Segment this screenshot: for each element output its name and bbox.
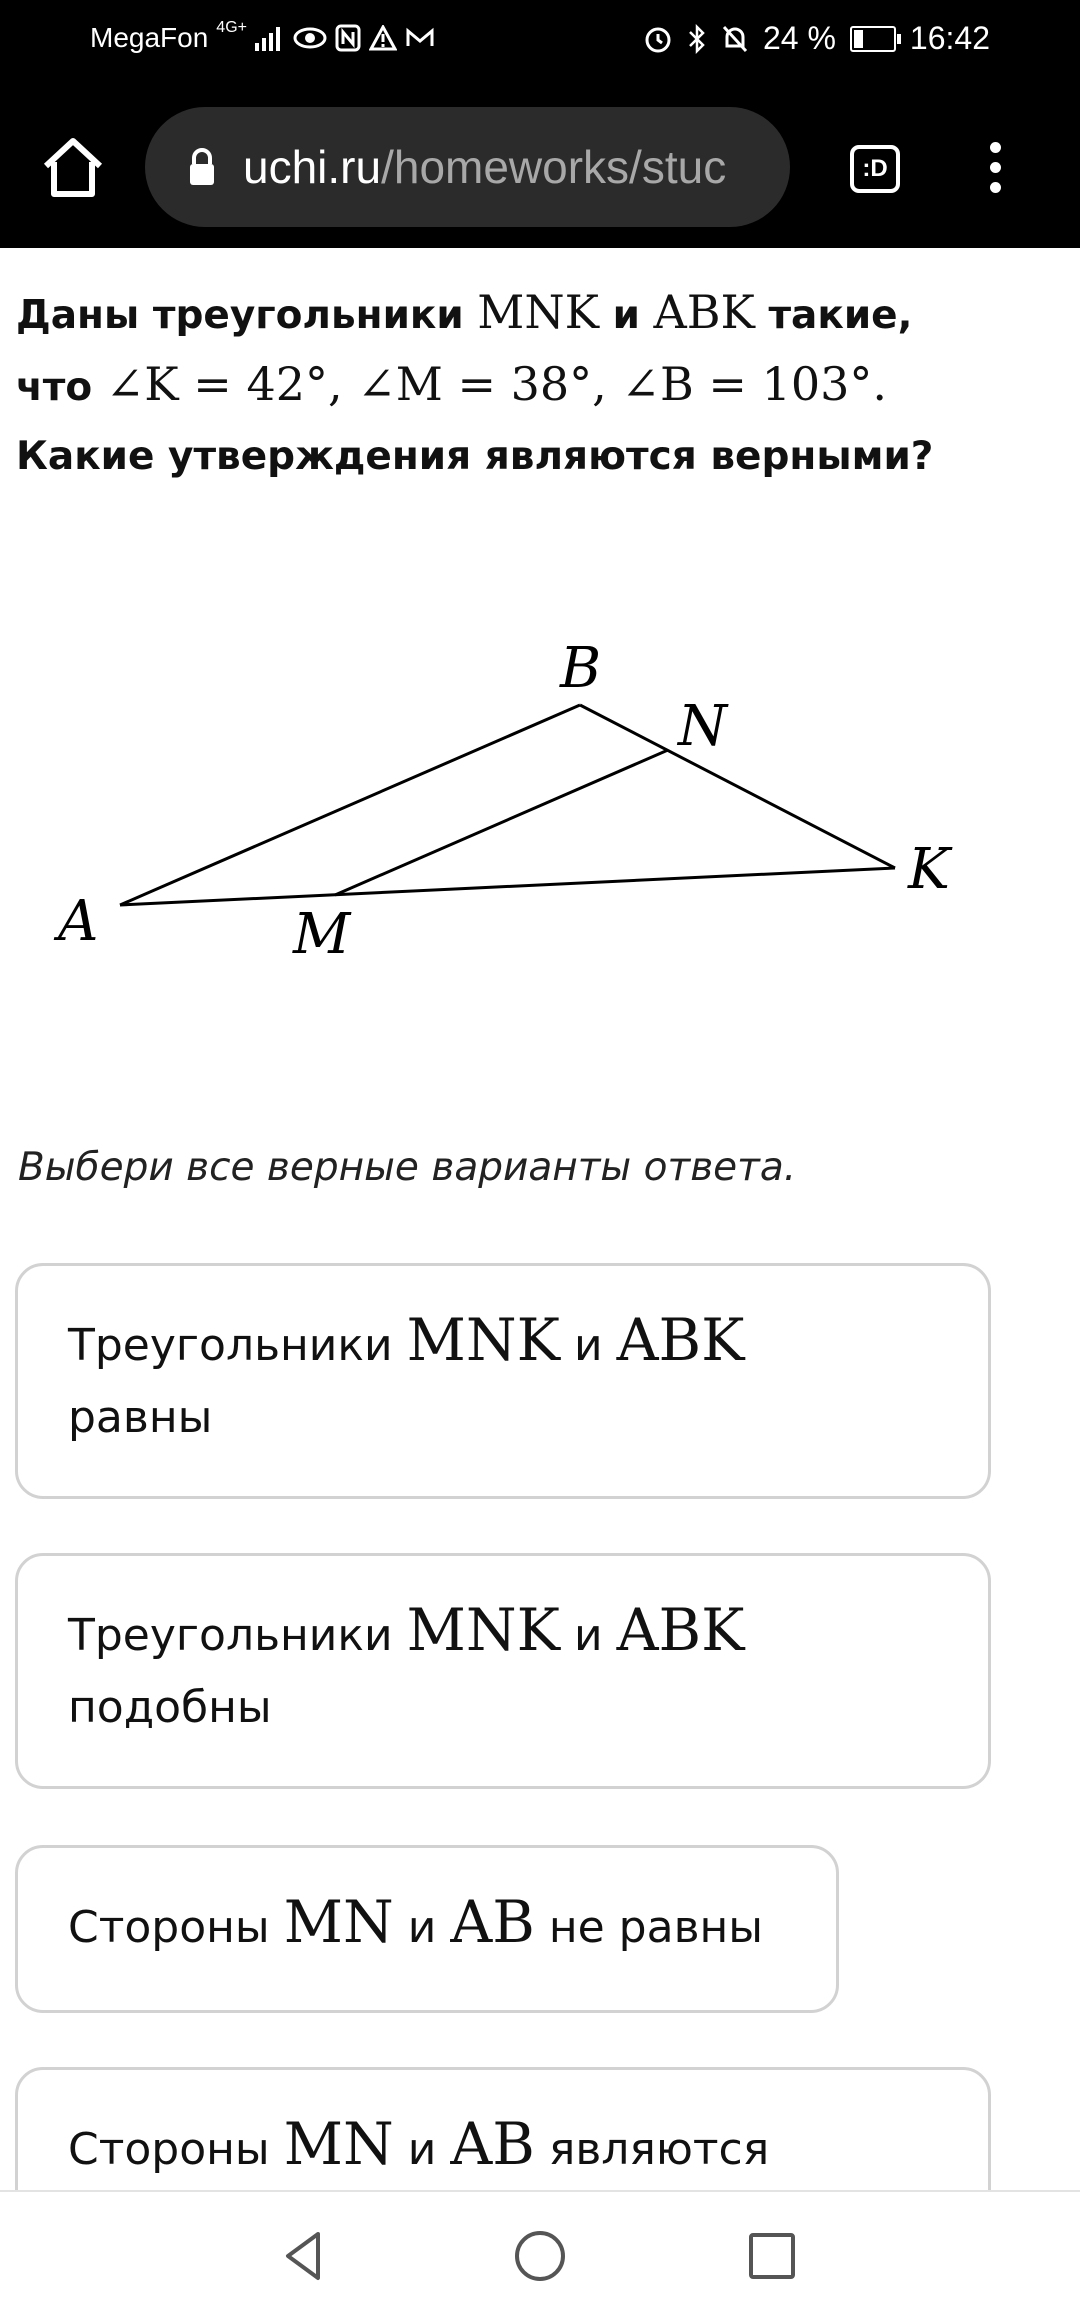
label-b: B [560,636,602,701]
url-path: /homeworks/stuc [381,141,727,193]
question-text-part: Даны треугольники [16,293,478,338]
segment-bk [580,705,895,868]
math-triangle-mnk: MNK [477,285,599,339]
navigation-bar [0,2190,1080,2314]
question-text [16,278,1056,491]
status-bar [0,0,1080,82]
label-m: M [293,902,351,967]
browser-toolbar [0,82,1080,248]
triangle-figure [40,620,1000,1000]
option-text: не равны [534,1902,764,1953]
segment-mn [335,750,668,895]
clock: 16:42 [909,20,990,56]
option-math: ABK [616,1596,745,1664]
network-type: 4G+ [216,19,247,36]
status-left [90,19,435,54]
math-triangle-abk: ABK [653,285,755,339]
lock-icon [187,147,217,187]
home-circle-icon[interactable] [512,2228,568,2284]
nfc-icon [335,24,361,52]
mute-bell-icon [721,24,749,54]
more-menu-icon[interactable] [980,142,1010,202]
battery-fill [854,30,863,48]
answer-option-2[interactable] [15,1553,991,1789]
segment-ab [120,705,580,905]
option-text: и [393,1902,451,1953]
option-text: Треугольники [68,1610,407,1661]
warning-icon [369,25,397,51]
question-text-part: и [599,293,654,338]
tab-switcher-button[interactable]: :D [850,145,900,193]
carrier-label: MegaFon [90,22,209,53]
home-icon[interactable] [38,132,108,202]
option-math: AB [450,2110,535,2178]
question-text-part: такие, [754,293,913,338]
question-line-3: Какие утверждения являются верными? [16,434,934,479]
option-text: и [393,2124,451,2175]
option-text: подобны [68,1682,272,1733]
option-math: MNK [406,1596,560,1664]
option-text: являются [534,2124,770,2175]
bluetooth-icon [687,24,707,54]
instruction-text: Выбери все верные варианты ответа. [18,1145,797,1190]
option-text: Треугольники [68,1320,407,1371]
answer-option-3[interactable] [15,1845,839,2013]
eye-icon [293,26,327,50]
answer-option-1[interactable] [15,1263,991,1499]
segment-ak [120,868,895,905]
question-text-part: что [16,365,106,410]
url-text [243,140,726,194]
option-math: MN [283,2110,394,2178]
option-text: и [560,1320,617,1371]
question-line-1 [16,278,1056,350]
question-line-2 [16,350,1056,422]
battery-percent: 24 % [762,20,836,56]
address-bar[interactable] [145,107,790,227]
recents-square-icon[interactable] [744,2228,800,2284]
option-math: AB [450,1888,535,1956]
battery-icon [850,26,896,52]
alarm-icon [643,24,673,54]
option-math: ABK [616,1306,745,1374]
option-math: MN [283,1888,394,1956]
mail-icon [405,26,435,50]
label-k: K [908,837,950,902]
label-n: N [678,694,727,759]
option-text: Стороны [68,2124,284,2175]
option-text: и [560,1610,617,1661]
option-math: MNK [406,1306,560,1374]
status-right [643,20,990,57]
url-domain: uchi.ru [243,141,382,193]
option-text: Стороны [68,1902,284,1953]
option-text: равны [68,1392,213,1443]
math-angles: ∠K = 42°, ∠M = 38°, ∠B = 103°. [105,357,887,411]
label-a: A [58,889,99,954]
back-icon[interactable] [278,2228,334,2284]
signal-icon [255,25,285,51]
